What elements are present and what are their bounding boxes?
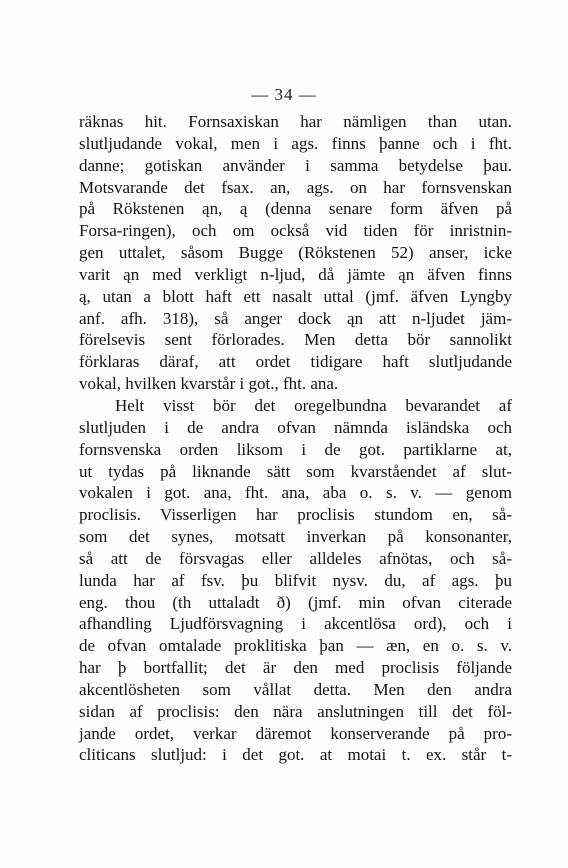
text-line: fornsvenska orden liksom i de got. partiklarne at, bbox=[79, 439, 512, 459]
text-line: har þ bortfallit; det är den med proclisis följande bbox=[79, 658, 512, 678]
text-line: som det synes, motsatt inverkan på konsonanter, bbox=[79, 527, 512, 547]
text-line: cliticans slutljud: i det got. at motai t. ex. står t- bbox=[79, 745, 512, 765]
text-line: anf. afh. 318), så anger dock ąn att n-ljudet jäm- bbox=[79, 308, 512, 328]
text-line: förklaras däraf, att ordet tidigare haft slutljudande bbox=[79, 352, 512, 372]
text-line: förelsevis sent förlorades. Men detta bör sannolikt bbox=[79, 330, 512, 350]
text-line: jande ordet, verkar däremot konserverande på pro- bbox=[79, 723, 512, 743]
paragraph-1 bbox=[79, 111, 512, 395]
page-number: — 34 — bbox=[251, 85, 317, 104]
text-line: ą, utan a blott haft ett nasalt uttal (jmf. äfven Lyngby bbox=[79, 286, 512, 306]
body-text bbox=[79, 111, 512, 766]
text-line: eng. thou (th uttaladt ð) (jmf. min ofvan citerade bbox=[79, 592, 512, 612]
text-line: lunda har af fsv. þu blifvit nysv. du, af ags. þu bbox=[79, 570, 512, 590]
text-line: ut tydas på liknande sätt som kvarståendet af slut- bbox=[79, 461, 512, 481]
text-line: Helt visst bör det oregelbundna bevarandet af bbox=[115, 395, 512, 415]
text-line: vokal, hvilken kvarstår i got., fht. ana. bbox=[79, 374, 339, 394]
text-line: så att de försvagas eller alldeles afnötas, och så- bbox=[79, 548, 512, 568]
text-line: varit ąn med verkligt n-ljud, då jämte ąn äfven finns bbox=[79, 264, 512, 284]
text-line: sidan af proclisis: den nära anslutningen till det föl- bbox=[79, 701, 512, 721]
text-line: afhandling Ljudförsvagning i akcentlösa ord), och i bbox=[79, 614, 512, 634]
text-line: på Rökstenen ąn, ą (denna senare form äfven på bbox=[79, 199, 512, 219]
text-line: gen uttalet, såsom Bugge (Rökstenen 52) anser, icke bbox=[79, 243, 512, 263]
text-line: Forsa-ringen), och om också vid tiden för inristnin- bbox=[79, 221, 512, 241]
text-line: de ofvan omtalade proklitiska þan — æn, en o. s. v. bbox=[79, 636, 512, 656]
text-line: slutljudande vokal, men i ags. finns þanne och i fht. bbox=[79, 133, 512, 153]
text-line: vokalen i got. ana, fht. ana, aba o. s. v. — genom bbox=[79, 483, 512, 503]
text-line: räknas hit. Fornsaxiskan har nämligen than utan. bbox=[79, 112, 512, 131]
text-line: danne; gotiskan använder i samma betydelse þau. bbox=[79, 155, 512, 175]
text-line: slutljuden i de andra ofvan nämnda isländska och bbox=[79, 417, 512, 437]
text-line: proclisis. Visserligen har proclisis stundom en, så- bbox=[79, 505, 512, 525]
paragraph-2 bbox=[79, 395, 512, 766]
text-line: akcentlösheten som vållat detta. Men den andra bbox=[79, 679, 512, 699]
text-line: Motsvarande det fsax. an, ags. on har fornsvenskan bbox=[79, 177, 512, 197]
